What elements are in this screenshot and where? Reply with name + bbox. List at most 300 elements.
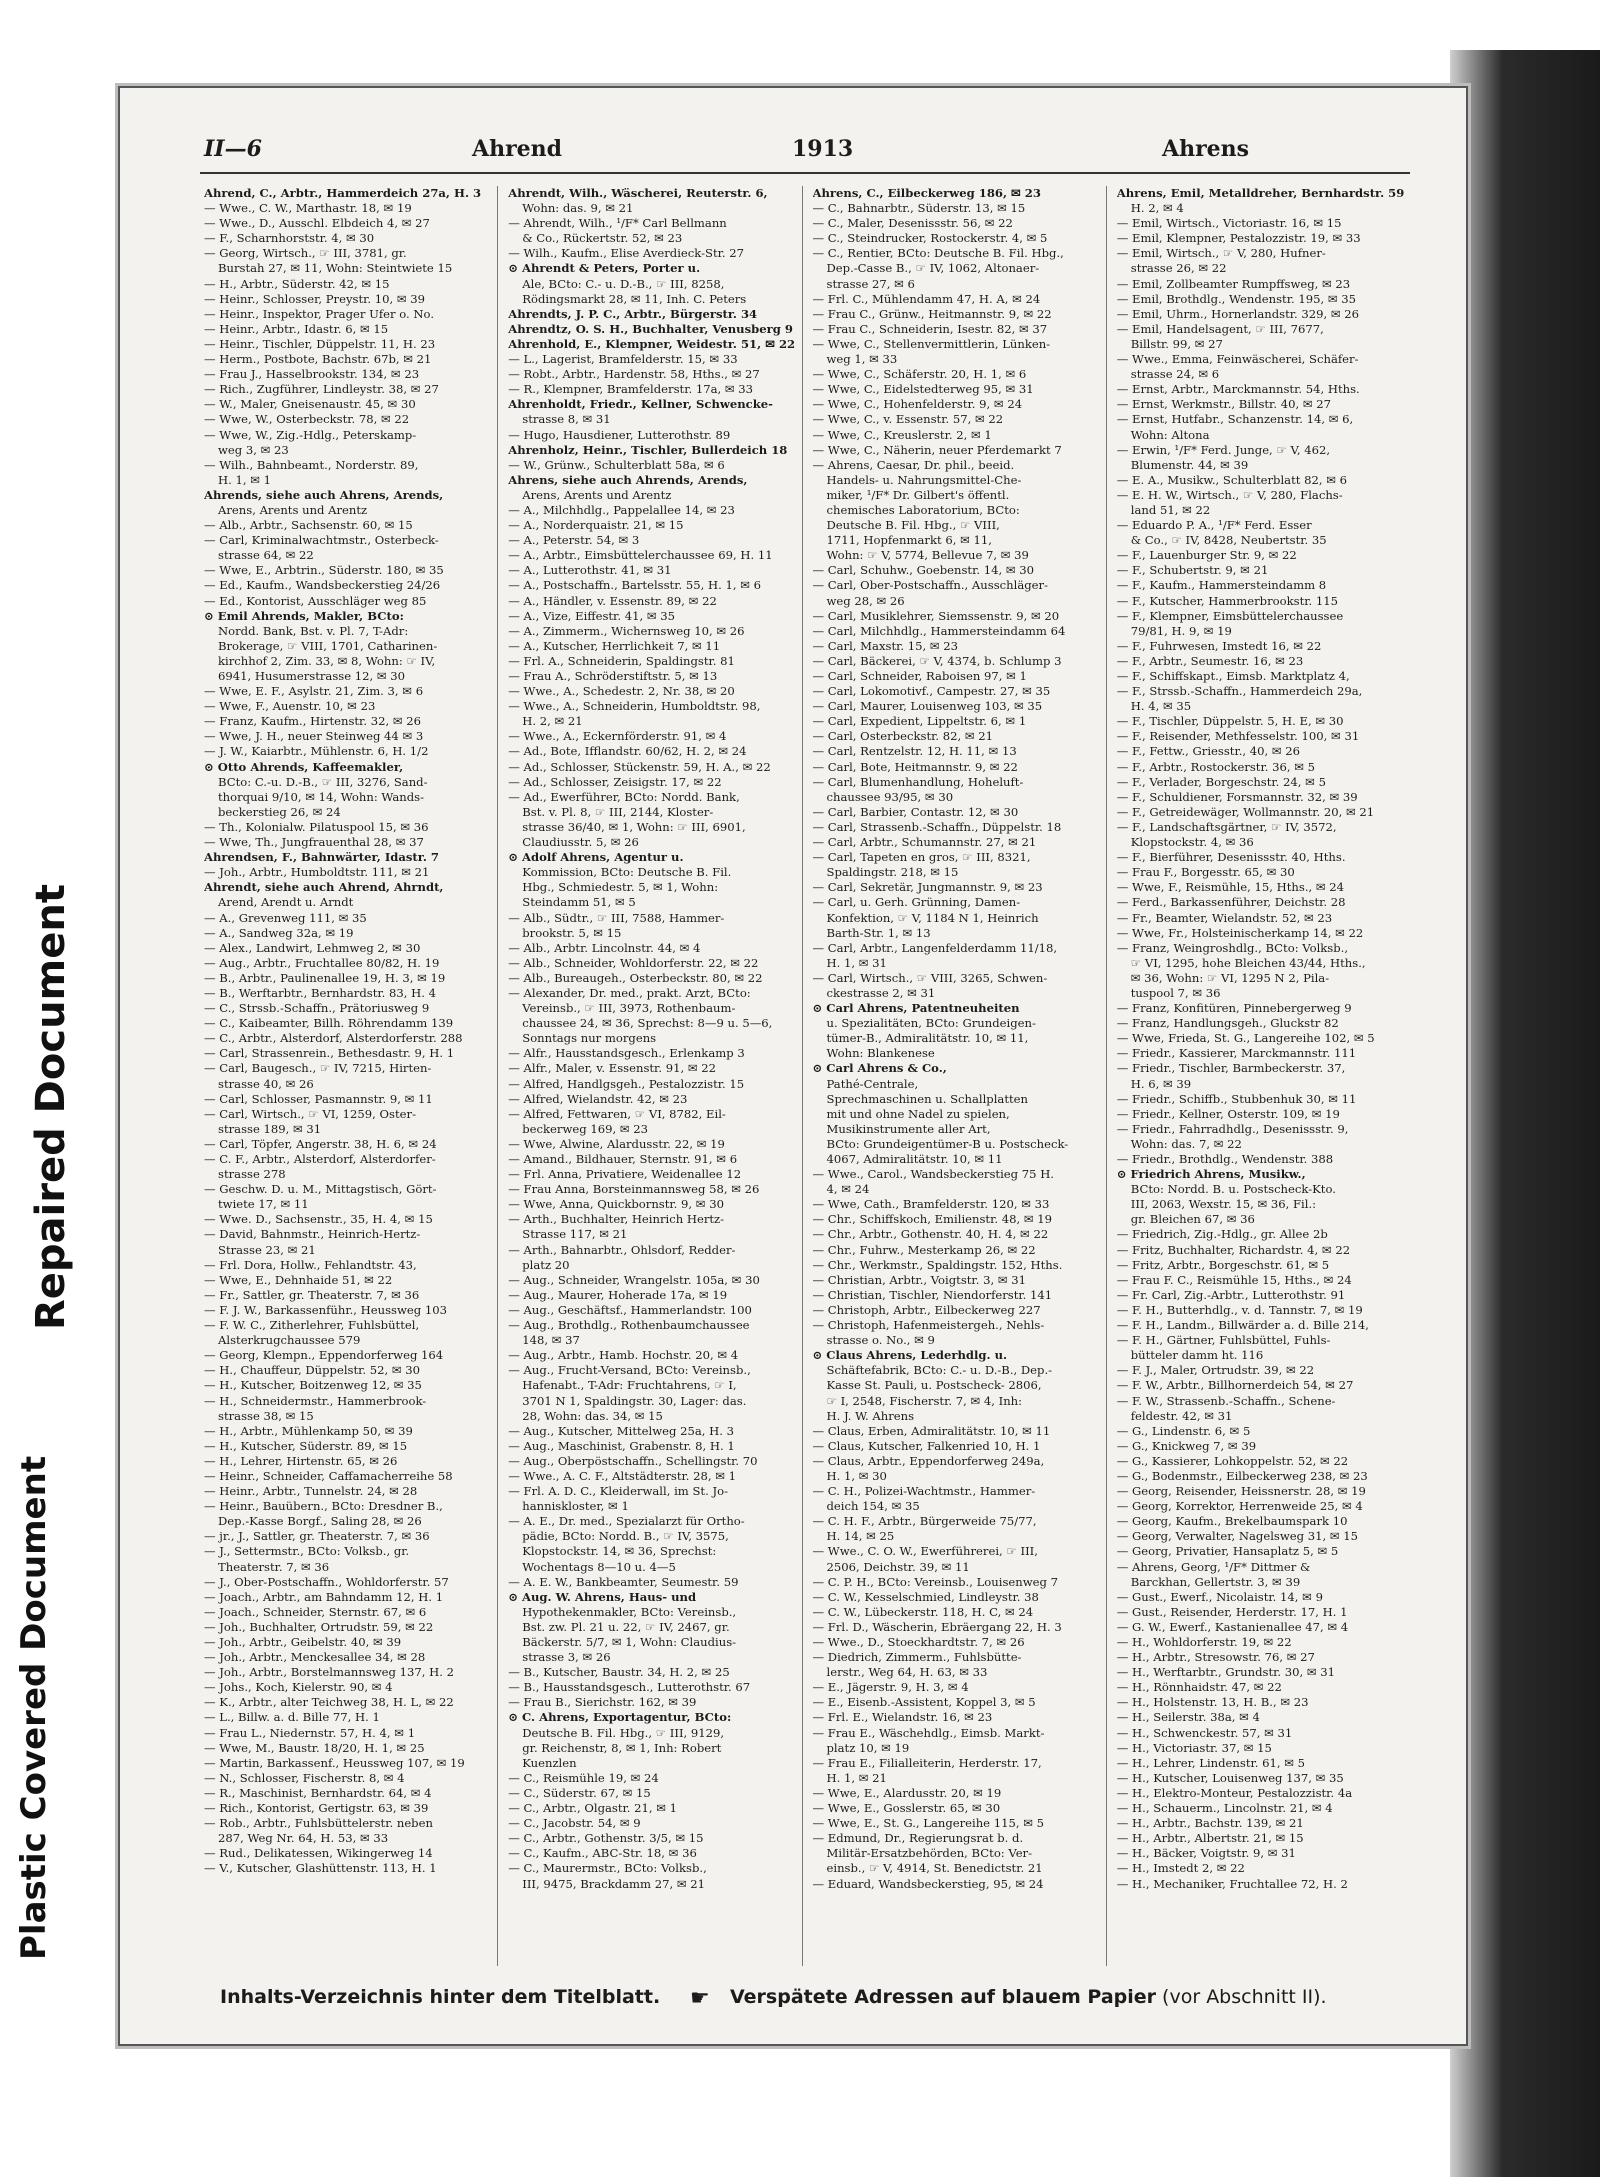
directory-entry: — Fr. Carl, Zig.-Arbtr., Lutterothstr. 91 xyxy=(1116,1287,1346,1302)
directory-entry: ⊙ Carl Ahrens, Patentneuheiten xyxy=(812,1001,1020,1016)
directory-entry: Barckhan, Gellertstr. 3, ✉ 39 xyxy=(1130,1574,1301,1589)
directory-entry: Hafenabt., T-Adr: Fruchtahrens, ☞ I, xyxy=(522,1378,737,1393)
directory-entry: Wohn: ☞ V, 5774, Bellevue 7, ✉ 39 xyxy=(826,548,1029,563)
directory-entry: ⊙ Emil Ahrends, Makler, BCto: xyxy=(204,608,404,623)
directory-entry: — Wwe, E. F., Asylstr. 21, Zim. 3, ✉ 6 xyxy=(204,684,424,699)
directory-entry: — Joh., Arbtr., Borstelmannsweg 137, H. 2 xyxy=(204,1665,455,1680)
directory-entry: — Geschw. D. u. M., Mittagstisch, Gört- xyxy=(204,1182,437,1197)
directory-entry: — F., Schuldiener, Forsmannstr. 32, ✉ 39 xyxy=(1116,789,1358,804)
directory-entry: — Alex., Landwirt, Lehmweg 2, ✉ 30 xyxy=(204,940,421,955)
directory-entry: — C. H., Polizei-Wachtmstr., Hammer- xyxy=(812,1484,1036,1499)
directory-entry: — L., Billw. a. d. Bille 77, H. 1 xyxy=(204,1710,380,1725)
directory-entry: — G., Bodenmstr., Eilbeckerweg 238, ✉ 23 xyxy=(1116,1468,1368,1483)
directory-entry: H. 1, ✉ 31 xyxy=(826,955,887,970)
directory-entry: Ahrenholz, Heinr., Tischler, Bullerdeich 18 xyxy=(508,442,788,457)
directory-entry: — F. J., Maler, Ortrudstr. 39, ✉ 22 xyxy=(1116,1363,1315,1378)
directory-entry: — Wwe, W., Osterbeckstr. 78, ✉ 22 xyxy=(204,412,410,427)
directory-entry: — Wwe., Carol., Wandsbeckerstieg 75 H. xyxy=(812,1167,1054,1182)
directory-entry: — Frl. A. D. C., Kleiderwall, im St. Jo- xyxy=(508,1484,728,1499)
directory-entry: — W., Grünw., Schulterblatt 58a, ✉ 6 xyxy=(508,457,725,472)
directory-entry: — Frau J., Hasselbrookstr. 134, ✉ 23 xyxy=(204,367,420,382)
plastic-covered-document-label: Plastic Covered Document xyxy=(14,1455,54,1960)
directory-entry: Hypothekenmakler, BCto: Vereinsb., xyxy=(522,1604,737,1619)
directory-entry: — Alfr., Hausstandsgesch., Erlenkamp 3 xyxy=(508,1046,745,1061)
directory-entry: — jr., J., Sattler, gr. Theaterstr. 7, ✉ 36 xyxy=(204,1529,430,1544)
directory-entry: Pathé-Centrale, xyxy=(826,1076,919,1091)
directory-entry: — L., Lagerist, Bramfelderstr. 15, ✉ 33 xyxy=(508,352,738,367)
directory-entry: Ahrens, Emil, Metalldreher, Bernhardstr. 59 xyxy=(1116,186,1405,200)
directory-entry: Schäftefabrik, BCto: C.- u. D.-B., Dep.- xyxy=(826,1363,1053,1378)
directory-entry: — Frl. Dora, Hollw., Fehlandtstr. 43, xyxy=(204,1257,417,1272)
directory-entry: — Carl, Schneider, Raboisen 97, ✉ 1 xyxy=(812,669,1027,683)
directory-entry: ⊙ Ahrendt & Peters, Porter u. xyxy=(508,261,701,276)
directory-entry: ⊙ Carl Ahrens & Co., xyxy=(812,1061,947,1076)
directory-entry: — G. W., Ewerf., Kastanienallee 47, ✉ 4 xyxy=(1116,1619,1349,1634)
directory-entry: deich 154, ✉ 35 xyxy=(826,1499,920,1514)
directory-entry: H. 1, ✉ 1 xyxy=(218,472,272,487)
directory-entry: — H., Schneidermstr., Hammerbrook- xyxy=(204,1393,427,1408)
directory-entry: — Heinr., Arbtr., Tunnelstr. 24, ✉ 28 xyxy=(204,1484,418,1499)
directory-entry: ☞ VI, 1295, hohe Bleichen 43/44, Hths., xyxy=(1130,955,1366,970)
directory-entry: Nordd. Bank, Bst. v. Pl. 7, T-Adr: xyxy=(218,623,409,638)
directory-entry: Wochentags 8—10 u. 4—5 xyxy=(522,1559,676,1574)
directory-entry: — Ad., Schlosser, Stückenstr. 59, H. A., ✉ 22 xyxy=(508,759,771,774)
directory-entry: — F., Kaufm., Hammersteindamm 8 xyxy=(1116,578,1327,593)
directory-entry: — Carl, Wirtsch., ☞ VIII, 3265, Schwen- xyxy=(812,970,1048,985)
directory-entry: — Wwe, C., Stellenvermittlerin, Lünken- xyxy=(812,336,1051,351)
directory-entry: — Carl, Schuhw., Goebenstr. 14, ✉ 30 xyxy=(812,563,1034,578)
directory-entry: — V., Kutscher, Glashüttenstr. 113, H. 1 xyxy=(204,1861,437,1876)
directory-entry: — Ad., Schlosser, Zeisigstr. 17, ✉ 22 xyxy=(508,774,722,789)
directory-entry: — Rich., Kontorist, Gertigstr. 63, ✉ 39 xyxy=(204,1801,429,1816)
directory-entry: — Friedrich, Zig.-Hdlg., gr. Allee 2b xyxy=(1116,1227,1328,1242)
directory-entry: — Hugo, Hausdiener, Lutterothstr. 89 xyxy=(508,427,731,442)
directory-entry: 148, ✉ 37 xyxy=(522,1333,580,1348)
directory-entry: Dep.-Casse B., ☞ IV, 1062, Altonaer- xyxy=(826,261,1040,276)
directory-entry: — Franz, Handlungsgeh., Gluckstr 82 xyxy=(1116,1016,1339,1031)
directory-entry: — Alb., Südtr., ☞ III, 7588, Hammer- xyxy=(508,910,725,925)
directory-entry: BCto: Nordd. B. u. Postscheck-Kto. xyxy=(1130,1182,1336,1197)
directory-entry: thorquai 9/10, ✉ 14, Wohn: Wands- xyxy=(218,789,424,804)
directory-entry: — A., Lutterothstr. 41, ✉ 31 xyxy=(508,563,672,578)
header-right-word: Ahrens xyxy=(1162,136,1250,162)
directory-entry: Billstr. 99, ✉ 27 xyxy=(1130,336,1223,351)
directory-entry: platz 20 xyxy=(522,1257,570,1272)
directory-entry: — F., Landschaftsgärtner, ☞ IV, 3572, xyxy=(1116,819,1337,834)
directory-entry: — H., Arbtr., Bachstr. 139, ✉ 21 xyxy=(1116,1816,1304,1831)
directory-entry: H. 2, ✉ 4 xyxy=(1130,201,1184,216)
directory-entry: Bäckerstr. 5/7, ✉ 1, Wohn: Claudius- xyxy=(522,1635,737,1649)
directory-entry: 4, ✉ 24 xyxy=(826,1182,870,1197)
directory-entry: — Heinr., Bauübern., BCto: Dresdner B., xyxy=(204,1499,443,1514)
directory-entry: — Rob., Arbtr., Fuhlsbüttelerstr. neben xyxy=(204,1816,433,1831)
directory-entry: — C. H. F., Arbtr., Bürgerweide 75/77, xyxy=(812,1514,1037,1529)
directory-entry: — Alfred, Handlgsgeh., Pestalozzistr. 15 xyxy=(508,1076,745,1091)
directory-entry: — Carl, Baugesch., ☞ IV, 7215, Hirten- xyxy=(204,1061,432,1076)
directory-entry: BCto: Grundeigentümer-B u. Postscheck- xyxy=(826,1136,1069,1151)
directory-entry: u. Spezialitäten, BCto: Grundeigen- xyxy=(826,1016,1036,1031)
directory-entry: — Joh., Arbtr., Geibelstr. 40, ✉ 39 xyxy=(204,1635,402,1649)
directory-entry: — Aug., Maschinist, Grabenstr. 8, H. 1 xyxy=(508,1438,735,1453)
directory-entry: — E. A., Musikw., Schulterblatt 82, ✉ 6 xyxy=(1116,472,1347,487)
directory-entry: — Edmund, Dr., Regierungsrat b. d. xyxy=(812,1831,1024,1846)
directory-entry: Militär-Ersatzbehörden, BCto: Ver- xyxy=(826,1846,1033,1861)
directory-entry: — Diedrich, Zimmerm., Fuhlsbütte- xyxy=(812,1650,1022,1665)
directory-entry: Sprechmaschinen u. Schallplatten xyxy=(826,1091,1028,1106)
directory-entry: H. 2, ✉ 21 xyxy=(522,714,583,729)
directory-entry: — Carl, Bote, Heitmannstr. 9, ✉ 22 xyxy=(812,759,1018,774)
directory-entry: feldestr. 42, ✉ 31 xyxy=(1130,1408,1233,1423)
directory-entry: — Franz, Kaufm., Hirtenstr. 32, ✉ 26 xyxy=(204,714,421,729)
directory-entry: strasse 27, ✉ 6 xyxy=(826,276,915,291)
directory-entry: — Carl, Bäckerei, ☞ V, 4374, b. Schlump 3 xyxy=(812,653,1062,668)
directory-entry: — F., Getreidewäger, Wollmannstr. 20, ✉ 21 xyxy=(1116,804,1375,819)
repaired-document-label: Repaired Document xyxy=(28,884,74,1330)
directory-entry: — Frau E., Wäschehdlg., Eimsb. Markt- xyxy=(812,1725,1045,1740)
directory-entry: — E. H. W., Wirtsch., ☞ V, 280, Flachs- xyxy=(1116,487,1343,502)
directory-entry: Alsterkrugchaussee 579 xyxy=(218,1333,361,1348)
directory-entry: Ahrendt, siehe auch Ahrend, Ahrndt, xyxy=(204,880,444,895)
directory-entry: bütteler damm ht. 116 xyxy=(1130,1348,1264,1363)
directory-entry: — H., Lehrer, Lindenstr. 61, ✉ 5 xyxy=(1116,1755,1306,1770)
directory-entry: — Chr., Schiffskoch, Emilienstr. 48, ✉ 19 xyxy=(812,1212,1053,1227)
directory-entry: — A., Arbtr., Eimsbüttelerchaussee 69, H. 11 xyxy=(508,548,773,563)
directory-entry: — Aug., Geschäftsf., Hammerlandstr. 100 xyxy=(508,1302,752,1317)
directory-entry: Sonntags nur morgens xyxy=(522,1031,657,1046)
directory-entry: ⊙ Otto Ahrends, Kaffeemakler, xyxy=(204,759,404,774)
directory-entry: twiete 17, ✉ 11 xyxy=(218,1197,309,1212)
directory-entry: Ahrendts, J. P. C., Arbtr., Bürgerstr. 34 xyxy=(508,306,758,321)
directory-entry: — E., Eisenb.-Assistent, Koppel 3, ✉ 5 xyxy=(812,1695,1036,1710)
directory-entry: — Carl, Ober-Postschaffn., Ausschläger- xyxy=(812,578,1048,593)
directory-entry: — H., Imstedt 2, ✉ 22 xyxy=(1116,1861,1245,1876)
directory-entry: — Wwe, Fr., Holsteinischerkamp 14, ✉ 22 xyxy=(1116,925,1364,940)
directory-entry: — Alfr., Maler, v. Essenstr. 91, ✉ 22 xyxy=(508,1061,716,1076)
directory-entry: — F., Fettw., Griesstr., 40, ✉ 26 xyxy=(1116,744,1301,759)
directory-entry: strasse 64, ✉ 22 xyxy=(218,548,314,563)
directory-entry: — Friedr., Schiffb., Stubbenhuk 30, ✉ 11 xyxy=(1116,1091,1357,1106)
directory-entry: — Ad., Bote, Ifflandstr. 60/62, H. 2, ✉ 24 xyxy=(508,744,747,759)
directory-entry: — Wwe., D., Stoeckhardtstr. 7, ✉ 26 xyxy=(812,1635,1025,1649)
directory-entry: — Gust., Ewerf., Nicolaistr. 14, ✉ 9 xyxy=(1116,1589,1323,1604)
directory-entry: — Aug., Oberpöstschaffn., Schellingstr. 70 xyxy=(508,1453,758,1468)
directory-entry: — F., Bierführer, Desenissstr. 40, Hths. xyxy=(1116,850,1346,865)
directory-entry: land 51, ✉ 22 xyxy=(1130,502,1211,517)
directory-entry: — Christian, Arbtr., Voigtstr. 3, ✉ 31 xyxy=(812,1272,1026,1287)
directory-entry: — Wwe, Anna, Quickbornstr. 9, ✉ 30 xyxy=(508,1197,724,1212)
directory-entry: Konfektion, ☞ V, 1184 N 1, Heinrich xyxy=(826,910,1039,925)
directory-entry: — A., Vize, Eiffestr. 41, ✉ 35 xyxy=(508,608,675,623)
directory-entry: H. 1, ✉ 21 xyxy=(826,1770,887,1785)
directory-entry: — Carl, Strassenrein., Bethesdastr. 9, H. 1 xyxy=(204,1046,455,1061)
header-year: 1913 xyxy=(792,136,854,162)
directory-entry: Spaldingstr. 218, ✉ 15 xyxy=(826,865,959,880)
directory-entry: — G., Knickweg 7, ✉ 39 xyxy=(1116,1438,1257,1453)
footer-late-addresses-text: Verspätete Adressen auf blauem Papier xyxy=(730,1986,1157,2008)
directory-entry: — H., Mechaniker, Fruchtallee 72, H. 2 xyxy=(1116,1876,1348,1891)
directory-entry: ☞ I, 2548, Fischerstr. 7, ✉ 4, Inh: xyxy=(826,1393,1023,1408)
directory-entry: — Carl, Arbtr., Schumannstr. 27, ✉ 21 xyxy=(812,835,1037,850)
directory-entry: — Christian, Tischler, Niendorferstr. 141 xyxy=(812,1287,1053,1302)
directory-entry: — F., Fuhrwesen, Imstedt 16, ✉ 22 xyxy=(1116,638,1322,653)
directory-entry: — Friedr., Kassierer, Marckmannstr. 111 xyxy=(1116,1046,1357,1061)
directory-entry: — C., Steindrucker, Rostockerstr. 4, ✉ 5 xyxy=(812,231,1048,246)
directory-entry: — F., Strssb.-Schaffn., Hammerdeich 29a, xyxy=(1116,684,1363,699)
directory-entry: H. 4, ✉ 35 xyxy=(1130,699,1192,714)
scan-dark-edge xyxy=(1450,50,1600,2177)
directory-entry: H. 6, ✉ 39 xyxy=(1130,1076,1192,1091)
directory-entry: — C., Reismühle 19, ✉ 24 xyxy=(508,1770,659,1785)
directory-entry: — Carl, Osterbeckstr. 82, ✉ 21 xyxy=(812,729,994,744)
directory-entry: — Carl, Strassenb.-Schaffn., Düppelstr. 18 xyxy=(812,819,1062,834)
directory-entry: — Carl, Musiklehrer, Siemssenstr. 9, ✉ 20 xyxy=(812,608,1060,623)
directory-entry: strasse 3, ✉ 26 xyxy=(522,1650,611,1665)
directory-entry: — H., Arbtr., Süderstr. 42, ✉ 15 xyxy=(204,276,390,291)
directory-entry: chemisches Laboratorium, BCto: xyxy=(826,502,1020,517)
footer-index-note: Inhalts-Verzeichnis hinter dem Titelblatt. xyxy=(220,1986,661,2008)
directory-entry: — Carl, Sekretär, Jungmannstr. 9, ✉ 23 xyxy=(812,880,1043,895)
directory-entry: — Wwe, M., Baustr. 18/20, H. 1, ✉ 25 xyxy=(204,1740,425,1755)
directory-entry: — Aug., Arbtr., Hamb. Hochstr. 20, ✉ 4 xyxy=(508,1348,739,1363)
directory-entry: — Heinr., Schneider, Caffamacherreihe 58 xyxy=(204,1468,453,1483)
directory-entry: Wohn: Blankenese xyxy=(826,1046,935,1061)
directory-entry: Arens, Arents und Arentz xyxy=(218,502,368,517)
directory-entry: strasse 40, ✉ 26 xyxy=(218,1076,314,1091)
directory-entry: — Ernst, Werkmstr., Billstr. 40, ✉ 27 xyxy=(1116,397,1331,412)
directory-entry: — C. W., Kesselschmied, Lindleystr. 38 xyxy=(812,1589,1039,1604)
directory-entry: — H., Kutscher, Boitzenweg 12, ✉ 35 xyxy=(204,1378,422,1393)
directory-entry: — F. W., Strassenb.-Schaffn., Schene- xyxy=(1116,1393,1336,1408)
directory-entry: — Georg, Wirtsch., ☞ III, 3781, gr. xyxy=(204,246,407,261)
footer-late-addresses-note xyxy=(730,1986,1327,2008)
directory-entry: — Friedr., Tischler, Barmbeckerstr. 37, xyxy=(1116,1061,1346,1076)
directory-entry: & Co., ☞ IV, 8428, Neubertstr. 35 xyxy=(1130,533,1327,548)
directory-entry: — Alb., Bureaugeh., Osterbeckstr. 80, ✉ 22 xyxy=(508,970,763,985)
directory-entry: — Carl, Töpfer, Angerstr. 38, H. 6, ✉ 24 xyxy=(204,1136,437,1151)
directory-columns xyxy=(200,186,1410,1966)
directory-entry: — H., Victoriastr. 37, ✉ 15 xyxy=(1116,1740,1272,1755)
directory-entry: — F., Verlader, Borgeschstr. 24, ✉ 5 xyxy=(1116,774,1326,789)
directory-entry: — H., Kutscher, Süderstr. 89, ✉ 15 xyxy=(204,1438,408,1453)
directory-entry: — Wwe., C. W., Marthastr. 18, ✉ 19 xyxy=(204,201,412,216)
directory-entry: — A., Peterstr. 54, ✉ 3 xyxy=(508,533,640,548)
directory-entry: Bst. zw. Pl. 21 u. 22, ☞ IV, 2467, gr. xyxy=(522,1619,730,1634)
directory-entry: — C., Arbtr., Alsterdorf, Alsterdorferstr. 288 xyxy=(204,1031,463,1046)
directory-entry: — H., Wohldorferstr. 19, ✉ 22 xyxy=(1116,1635,1292,1649)
directory-entry: — Wwe, W., Zig.-Hdlg., Peterskamp- xyxy=(204,427,417,442)
directory-entry: — H., Seilerstr. 38a, ✉ 4 xyxy=(1116,1710,1260,1725)
directory-entry: hanniskloster, ✉ 1 xyxy=(522,1499,629,1514)
column-4 xyxy=(1113,186,1410,1966)
directory-entry: — F., Klempner, Eimsbüttelerchaussee xyxy=(1116,608,1344,623)
directory-entry: — Wwe, C., Näherin, neuer Pferdemarkt 7 xyxy=(812,442,1062,457)
directory-entry: — Chr., Fuhrw., Mesterkamp 26, ✉ 22 xyxy=(812,1242,1036,1257)
directory-entry: — Martin, Barkassenf., Heussweg 107, ✉ 19 xyxy=(204,1755,465,1770)
directory-entry: — Wwe., Emma, Feinwäscherei, Schäfer- xyxy=(1116,352,1359,367)
directory-entry: — Carl, Barbier, Contastr. 12, ✉ 30 xyxy=(812,804,1019,819)
directory-entry: — Wwe, Alwine, Alardusstr. 22, ✉ 19 xyxy=(508,1136,725,1151)
directory-entry: — Ad., Ewerführer, BCto: Nordd. Bank, xyxy=(508,789,740,804)
directory-page xyxy=(118,86,1468,2046)
directory-entry: — Carl, Schlosser, Pasmannstr. 9, ✉ 11 xyxy=(204,1091,433,1106)
directory-entry: Ahrenholdt, Friedr., Kellner, Schwencke- xyxy=(508,397,773,412)
directory-entry: H. J. W. Ahrens xyxy=(826,1408,915,1423)
directory-entry: — R., Maschinist, Bernhardstr. 64, ✉ 4 xyxy=(204,1785,432,1800)
directory-entry: — Ed., Kontorist, Ausschläger weg 85 xyxy=(204,593,427,608)
directory-entry: Wohn: das. 7, ✉ 22 xyxy=(1130,1136,1242,1151)
directory-entry: — A., Norderquaistr. 21, ✉ 15 xyxy=(508,518,684,533)
directory-entry: tuspool 7, ✉ 36 xyxy=(1130,985,1221,1000)
directory-entry: — Emil, Brothdlg., Wendenstr. 195, ✉ 35 xyxy=(1116,291,1356,306)
directory-entry: — Amand., Bildhauer, Sternstr. 91, ✉ 6 xyxy=(508,1152,738,1166)
directory-entry: — H., Lehrer, Hirtenstr. 65, ✉ 26 xyxy=(204,1453,398,1468)
directory-entry: — Fr., Sattler, gr. Theaterstr. 7, ✉ 36 xyxy=(204,1287,420,1302)
directory-entry: — Frau L., Niedernstr. 57, H. 4, ✉ 1 xyxy=(204,1725,416,1740)
directory-entry: — Frau E., Filialleiterin, Herderstr. 17, xyxy=(812,1755,1042,1770)
directory-entry: — Wwe, C., Schäferstr. 20, H. 1, ✉ 6 xyxy=(812,367,1027,382)
column-1 xyxy=(200,186,498,1966)
directory-entry: strasse 26, ✉ 22 xyxy=(1130,261,1227,276)
column-2 xyxy=(504,186,802,1966)
directory-entry: ⊙ Adolf Ahrens, Agentur u. xyxy=(508,850,684,865)
directory-entry: — F. W. C., Zitherlehrer, Fuhlsbüttel, xyxy=(204,1318,420,1333)
footer-section-ref: (vor Abschnitt II). xyxy=(1156,1986,1327,2008)
directory-entry: — Carl, Maurer, Louisenweg 103, ✉ 35 xyxy=(812,699,1043,714)
directory-entry: — Friedr., Kellner, Osterstr. 109, ✉ 19 xyxy=(1116,1106,1340,1121)
directory-entry: — B., Werftarbtr., Bernhardstr. 83, H. 4 xyxy=(204,985,436,1000)
directory-entry: — Aug., Frucht-Versand, BCto: Vereinsb., xyxy=(508,1363,751,1378)
directory-entry: — Alb., Schneider, Wohldorferstr. 22, ✉ 22 xyxy=(508,955,759,970)
directory-entry: — A., Zimmerm., Wichernsweg 10, ✉ 26 xyxy=(508,623,745,638)
directory-entry: beckerstieg 26, ✉ 24 xyxy=(218,804,341,819)
directory-entry: — F. W., Arbtr., Billhornerdeich 54, ✉ 27 xyxy=(1116,1378,1354,1393)
directory-entry: — F., Schubertstr. 9, ✉ 21 xyxy=(1116,563,1269,578)
directory-entry: — A., Händler, v. Essenstr. 89, ✉ 22 xyxy=(508,593,717,608)
directory-entry: — C., Kaibeamter, Billh. Röhrendamm 139 xyxy=(204,1016,454,1031)
directory-entry: 287, Weg Nr. 64, H. 53, ✉ 33 xyxy=(218,1831,389,1846)
directory-entry: — Frau C., Schneiderin, Isestr. 82, ✉ 37 xyxy=(812,321,1048,336)
directory-entry: — H., Holstenstr. 13, H. B., ✉ 23 xyxy=(1116,1695,1309,1710)
directory-entry: — C., Arbtr., Gothenstr. 3/5, ✉ 15 xyxy=(508,1831,704,1846)
directory-entry: — Alfred, Wielandstr. 42, ✉ 23 xyxy=(508,1091,688,1106)
directory-entry: — Wwe., A. C. F., Altstädterstr. 28, ✉ 1 xyxy=(508,1468,737,1483)
directory-entry: — F. H., Landm., Billwärder a. d. Bille 214, xyxy=(1116,1318,1369,1333)
directory-entry: — Emil, Zollbeamter Rumpffsweg, ✉ 23 xyxy=(1116,276,1351,291)
directory-entry: — Chr., Arbtr., Gothenstr. 40, H. 4, ✉ 22 xyxy=(812,1227,1049,1242)
directory-entry: Handels- u. Nahrungsmittel-Che- xyxy=(826,472,1022,487)
directory-entry: — C., Rentier, BCto: Deutsche B. Fil. Hbg., xyxy=(812,246,1064,261)
directory-entry: — F., Schiffskapt., Eimsb. Marktplatz 4, xyxy=(1116,669,1350,683)
directory-entry: weg 1, ✉ 33 xyxy=(826,352,898,367)
directory-entry: Ahrenhold, E., Klempner, Weidestr. 51, ✉ 22 xyxy=(508,336,796,351)
directory-entry: — B., Kutscher, Baustr. 34, H. 2, ✉ 25 xyxy=(508,1665,730,1680)
directory-entry: ⊙ C. Ahrens, Exportagentur, BCto: xyxy=(508,1710,732,1725)
directory-entry: — Wwe, J. H., neuer Steinweg 44 ✉ 3 xyxy=(204,729,424,744)
directory-entry: kirchhof 2, Zim. 33, ✉ 8, Wohn: ☞ IV, xyxy=(218,653,436,668)
directory-entry: — Eduardo P. A., ¹/F* Ferd. Esser xyxy=(1116,518,1312,533)
directory-entry: pädie, BCto: Nordd. B., ☞ IV, 3575, xyxy=(522,1529,729,1544)
directory-entry: — Heinr., Schlosser, Preystr. 10, ✉ 39 xyxy=(204,291,426,306)
directory-entry: — Georg, Verwalter, Nagelsweg 31, ✉ 15 xyxy=(1116,1529,1359,1544)
directory-entry: Kuenzlen xyxy=(522,1755,577,1770)
directory-entry: — H., Schauerm., Lincolnstr. 21, ✉ 4 xyxy=(1116,1801,1333,1816)
directory-entry: Blumenstr. 44, ✉ 39 xyxy=(1130,457,1249,472)
directory-entry: strasse 24, ✉ 6 xyxy=(1130,367,1220,382)
directory-entry: — A. E., Dr. med., Spezialarzt für Ortho- xyxy=(508,1514,745,1529)
directory-entry: — Heinr., Tischler, Düppelstr. 11, H. 23 xyxy=(204,336,436,351)
directory-entry: — Carl, Wirtsch., ☞ VI, 1259, Oster- xyxy=(204,1106,416,1121)
directory-entry: — Joach., Schneider, Sternstr. 67, ✉ 6 xyxy=(204,1604,427,1619)
directory-entry: — Franz, Weingroshdlg., BCto: Volksb., xyxy=(1116,940,1349,955)
directory-entry: — Wwe., D., Ausschl. Elbdeich 4, ✉ 27 xyxy=(204,216,430,231)
directory-entry: — J. W., Kaiarbtr., Mühlenstr. 6, H. 1/2 xyxy=(204,744,429,759)
directory-entry: — Emil, Wirtsch., Victoriastr. 16, ✉ 15 xyxy=(1116,216,1342,231)
directory-entry: — Claus, Kutscher, Falkenried 10, H. 1 xyxy=(812,1438,1041,1453)
directory-entry: — E., Jägerstr. 9, H. 3, ✉ 4 xyxy=(812,1680,969,1695)
directory-entry: — C., Arbtr., Olgastr. 21, ✉ 1 xyxy=(508,1801,678,1816)
directory-entry: — Carl, u. Gerh. Grünning, Damen- xyxy=(812,895,1021,910)
directory-entry: — Wilh., Kaufm., Elise Averdieck-Str. 27 xyxy=(508,246,745,261)
directory-entry: — C. W., Lübeckerstr. 118, H. C, ✉ 24 xyxy=(812,1604,1034,1619)
directory-entry: — Herm., Postbote, Bachstr. 67b, ✉ 21 xyxy=(204,352,432,367)
directory-entry: — Frl. A., Schneiderin, Spaldingstr. 81 xyxy=(508,653,735,668)
directory-entry: Ahrend, C., Arbtr., Hammerdeich 27a, H. 3 xyxy=(204,186,482,200)
directory-entry: — Alexander, Dr. med., prakt. Arzt, BCto: xyxy=(508,985,751,1000)
directory-entry: Hbg., Schmiedestr. 5, ✉ 1, Wohn: xyxy=(522,880,719,895)
directory-entry: 6941, Husumerstrasse 12, ✉ 30 xyxy=(218,669,406,683)
page-number: II—6 xyxy=(204,136,262,162)
directory-entry: — Alb., Arbtr., Sachsenstr. 60, ✉ 15 xyxy=(204,518,413,533)
directory-entry: — Wwe, F., Reismühle, 15, Hths., ✉ 24 xyxy=(1116,880,1345,895)
directory-entry: — Th., Kolonialw. Pilatuspool 15, ✉ 36 xyxy=(204,819,429,834)
directory-entry: — Georg, Kaufm., Brekelbaumspark 10 xyxy=(1116,1514,1348,1529)
directory-entry: III, 2063, Wexstr. 15, ✉ 36, Fil.: xyxy=(1130,1197,1317,1212)
directory-entry: Burstah 27, ✉ 11, Wohn: Steintwiete 15 xyxy=(218,261,453,276)
directory-entry: — F., Arbtr., Seumestr. 16, ✉ 23 xyxy=(1116,653,1304,668)
directory-entry: — J., Settermstr., BCto: Volksb., gr. xyxy=(204,1544,410,1559)
directory-entry: — Aug., Brothdlg., Rothenbaumchaussee xyxy=(508,1318,750,1333)
pointing-hand-icon: ☛ xyxy=(690,1986,710,2011)
directory-entry: strasse 38, ✉ 15 xyxy=(218,1408,314,1423)
directory-entry: — Gust., Reisender, Herderstr. 17, H. 1 xyxy=(1116,1604,1348,1619)
directory-entry: — Fritz, Buchhalter, Richardstr. 4, ✉ 22 xyxy=(1116,1242,1351,1257)
directory-entry: Brokerage, ☞ VIII, 1701, Catharinen- xyxy=(218,638,438,653)
directory-entry: — Wwe, E., St. G., Langereihe 115, ✉ 5 xyxy=(812,1816,1045,1831)
directory-entry: gr. Bleichen 67, ✉ 36 xyxy=(1130,1212,1255,1227)
directory-entry: Klopstockstr. 4, ✉ 36 xyxy=(1130,835,1254,850)
directory-entry: Ahrendtz, O. S. H., Buchhalter, Venusberg 9 xyxy=(508,321,793,336)
directory-entry: — Frau F., Borgesstr. 65, ✉ 30 xyxy=(1116,865,1295,880)
directory-entry: — H., Bäcker, Voigtstr. 9, ✉ 31 xyxy=(1116,1846,1296,1861)
directory-entry: — Robt., Arbtr., Hardenstr. 58, Hths., ✉ 27 xyxy=(508,367,760,382)
directory-entry: Wohn: Altona xyxy=(1130,427,1210,442)
directory-entry: Barth-Str. 1, ✉ 13 xyxy=(826,925,931,940)
directory-entry: — Wwe., A., Eckernförderstr. 91, ✉ 4 xyxy=(508,729,727,744)
directory-entry: Ahrens, C., Eilbeckerweg 186, ✉ 23 xyxy=(812,186,1041,200)
directory-entry: — Carl, Kriminalwachtmstr., Osterbeck- xyxy=(204,533,439,548)
directory-entry: 3701 N 1, Spaldingstr. 30, Lager: das. xyxy=(522,1393,747,1408)
directory-entry: — Georg, Klempn., Eppendorferweg 164 xyxy=(204,1348,444,1363)
directory-entry: — Ahrens, Caesar, Dr. phil., beeid. xyxy=(812,457,1015,472)
directory-entry: — Wwe, Cath., Bramfelderstr. 120, ✉ 33 xyxy=(812,1197,1050,1212)
directory-entry: weg 3, ✉ 23 xyxy=(218,442,289,457)
directory-entry: Bst. v. Pl. 8, ☞ III, 2144, Kloster- xyxy=(522,804,714,819)
directory-entry: — Arth., Buchhalter, Heinrich Hertz- xyxy=(508,1212,725,1227)
directory-entry: Rödingsmarkt 28, ✉ 11, Inh. C. Peters xyxy=(522,291,747,306)
directory-entry: — Frau F. C., Reismühle 15, Hths., ✉ 24 xyxy=(1116,1272,1352,1287)
directory-entry: Strasse 23, ✉ 21 xyxy=(218,1242,316,1257)
directory-entry: 1711, Hopfenmarkt 6, ✉ 11, xyxy=(826,533,992,548)
